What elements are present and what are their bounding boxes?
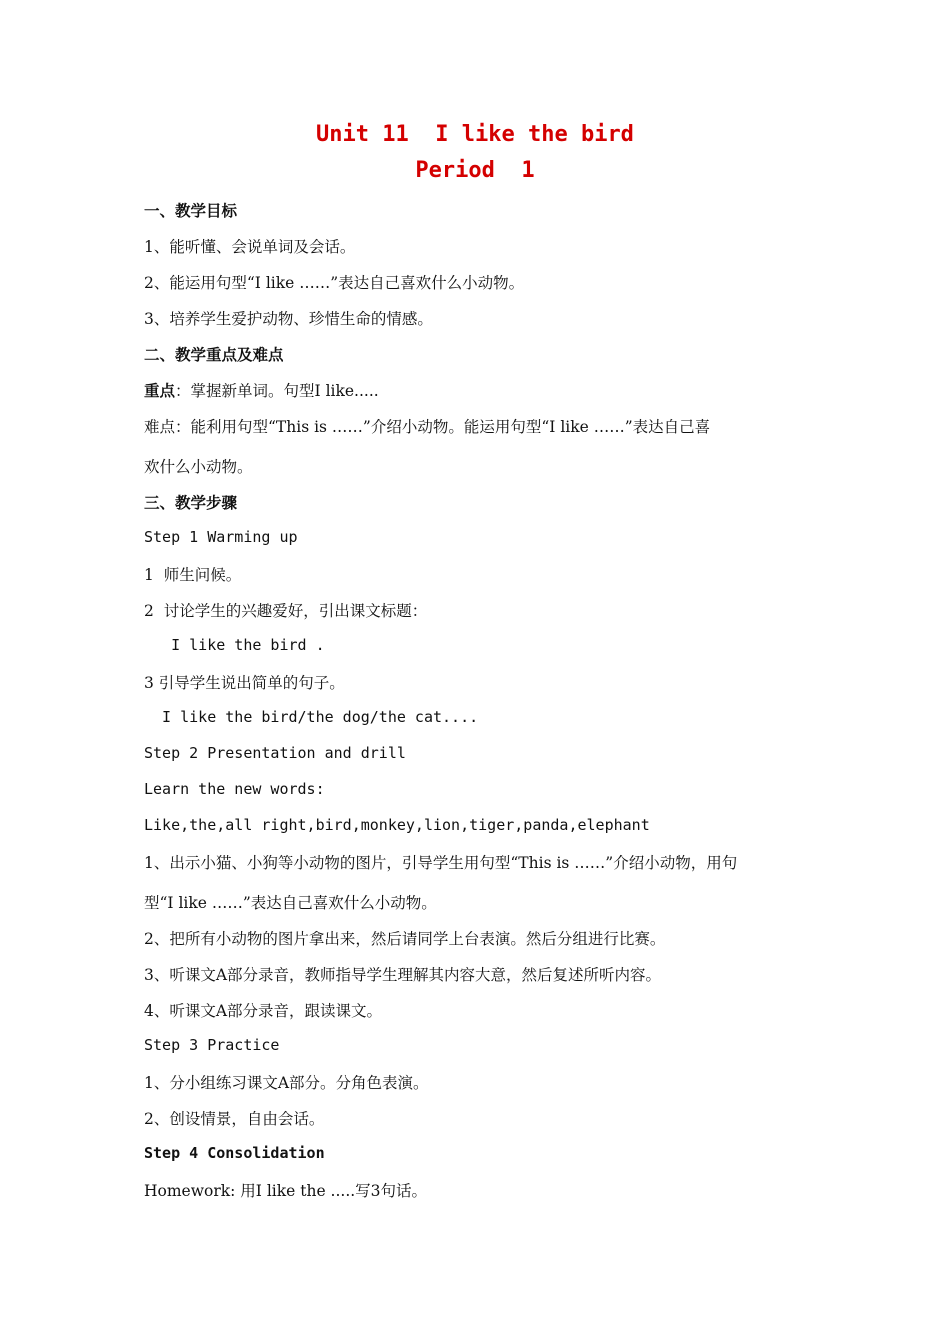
difficult-point-line-cont: 欢什么小动物。 [144,458,253,476]
step-heading-2: Step 2 Presentation and drill [144,744,406,762]
goal-item: 1、能听懂、会说单词及会话。 [144,238,356,256]
step3-item: 1、分小组练习课文A部分。分角色表演。 [144,1074,429,1092]
step2-item-cont: 型“I like ……”表达自己喜欢什么小动物。 [144,894,437,912]
step1-item: 1 师生问候。 [144,566,242,584]
step1-item: I like the bird . [144,636,325,654]
key-point-text: ：掌握新单词。句型I like..... [175,382,379,400]
step2-item: 2、把所有小动物的图片拿出来，然后请同学上台表演。然后分组进行比赛。 [144,930,666,948]
document-period: Period 1 [415,158,535,183]
homework-line: Homework: 用I like the .....写3句话。 [144,1182,428,1200]
step-heading-3: Step 3 Practice [144,1036,280,1054]
new-words-list: Like,the,all right,bird,monkey,lion,tiger,panda,elephant [144,816,650,834]
step1-item: 2 讨论学生的兴趣爱好，引出课文标题： [144,602,428,620]
section-heading-goals: 一、教学目标 [144,202,238,220]
step-heading-4: Step 4 Consolidation [144,1144,325,1162]
key-point-label: 重点 [144,382,176,400]
key-point-line [144,379,379,401]
step1-item: I like the bird/the dog/the cat.... [144,708,479,726]
document-title: Unit 11 I like the bird [316,122,634,147]
section-heading-key-points: 二、教学重点及难点 [144,346,284,364]
learn-words-label: Learn the new words: [144,780,325,798]
goal-item: 2、能运用句型“I like ……”表达自己喜欢什么小动物。 [144,274,525,292]
step1-item: 3 引导学生说出简单的句子。 [144,674,345,692]
step-heading-1: Step 1 Warming up [144,528,298,546]
difficult-point-line: 难点：能利用句型“This is ……”介绍小动物。能运用句型“I like ……”表达自己喜 [144,418,711,436]
step2-item: 3、听课文A部分录音，教师指导学生理解其内容大意，然后复述所听内容。 [144,966,662,984]
step2-item: 1、出示小猫、小狗等小动物的图片，引导学生用句型“This is ……”介绍小动物，用句 [144,854,738,872]
goal-item: 3、培养学生爱护动物、珍惜生命的情感。 [144,310,433,328]
step3-item: 2、创设情景，自由会话。 [144,1110,325,1128]
section-heading-steps: 三、教学步骤 [144,494,238,512]
step2-item: 4、听课文A部分录音，跟读课文。 [144,1002,383,1020]
